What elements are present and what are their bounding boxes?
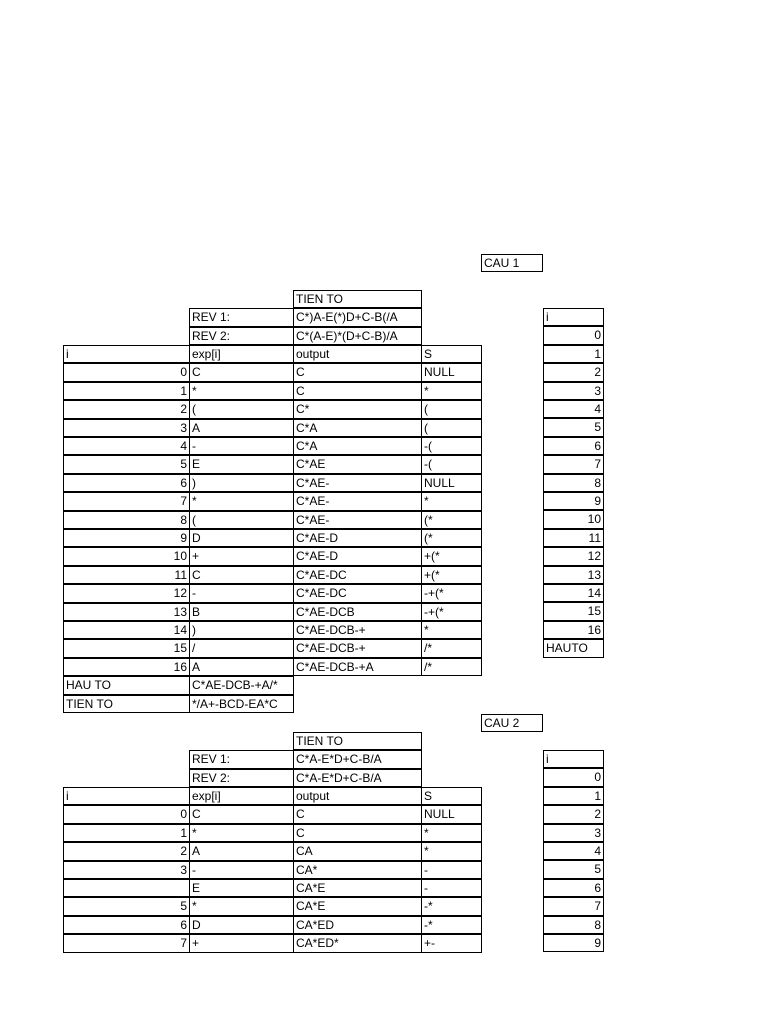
- cau1-row-i: 0: [63, 363, 190, 381]
- cau1-row-output: C*A: [293, 419, 422, 437]
- cau2-row-i: 6: [63, 916, 190, 934]
- cau2-row-output: C: [293, 805, 422, 823]
- cau2-row-exp: D: [189, 916, 294, 934]
- cau2-row-output: CA: [293, 842, 422, 860]
- cau1-row-i: 6: [63, 474, 190, 492]
- cau2-row-output: CA*ED*: [293, 934, 422, 952]
- cau1-rev1-value: C*)A-E(*)D+C-B(/A: [293, 308, 422, 326]
- cau1-row-s: /*: [421, 639, 482, 657]
- cau2-row-s: -: [421, 861, 482, 879]
- cau2-row-i: 1: [63, 824, 190, 842]
- cau1-row-i: 8: [63, 511, 190, 529]
- cau1-row-exp: ): [189, 621, 294, 639]
- cau2-side-value: 6: [543, 879, 604, 897]
- cau1-row-output: C*AE-: [293, 474, 422, 492]
- cau1-hau-to-value: C*AE-DCB-+A/*: [189, 676, 294, 694]
- cau2-row-i: 2: [63, 842, 190, 860]
- cau2-row-exp: -: [189, 861, 294, 879]
- cau1-row-exp: /: [189, 639, 294, 657]
- cau1-row-i: 2: [63, 400, 190, 418]
- cau2-rev1-label: REV 1:: [189, 750, 294, 768]
- cau1-header-exp: exp[i]: [189, 345, 294, 363]
- cau1-tien-to-value: */A+-BCD-EA*C: [189, 695, 294, 713]
- cau2-row-output: CA*ED: [293, 916, 422, 934]
- cau1-row-exp: (: [189, 511, 294, 529]
- cau2-tien-to-header: TIEN TO: [293, 732, 422, 750]
- cau1-row-exp: C: [189, 566, 294, 584]
- cau1-row-s: *: [421, 492, 482, 510]
- cau1-row-s: *: [421, 382, 482, 400]
- cau1-header-s: S: [421, 345, 482, 363]
- cau1-row-output: C*AE-D: [293, 547, 422, 565]
- cau2-side-value: 3: [543, 824, 604, 842]
- cau2-row-i: 7: [63, 934, 190, 952]
- cau1-rev2-value: C*(A-E)*(D+C-B)/A: [293, 327, 422, 345]
- cau1-row-output: C*AE: [293, 455, 422, 473]
- cau2-row-exp: C: [189, 805, 294, 823]
- cau1-rev1-label: REV 1:: [189, 308, 294, 326]
- cau1-side-value: 0: [543, 326, 604, 344]
- cau2-row-i: [63, 879, 190, 897]
- cau1-row-exp: -: [189, 584, 294, 602]
- cau1-row-output: C*AE-DCB: [293, 603, 422, 621]
- cau1-row-output: C*AE-DCB-+A: [293, 658, 422, 676]
- cau2-header-i: i: [63, 787, 190, 805]
- cau1-row-exp: E: [189, 455, 294, 473]
- cau1-row-i: 3: [63, 419, 190, 437]
- cau1-side-value: 15: [543, 602, 604, 620]
- cau2-rev2-value: C*A-E*D+C-B/A: [293, 769, 422, 787]
- cau1-row-output: C*AE-D: [293, 529, 422, 547]
- cau1-tien-to-label: TIEN TO: [63, 695, 190, 713]
- cau2-rev1-value: C*A-E*D+C-B/A: [293, 750, 422, 768]
- cau1-row-s: -+(*: [421, 584, 482, 602]
- cau2-row-output: CA*: [293, 861, 422, 879]
- cau2-row-i: 0: [63, 805, 190, 823]
- cau1-side-footer: HAUTO: [543, 639, 604, 657]
- cau1-row-i: 4: [63, 437, 190, 455]
- cau1-row-i: 1: [63, 382, 190, 400]
- cau2-side-value: 9: [543, 934, 604, 952]
- cau1-row-output: C*AE-: [293, 511, 422, 529]
- cau2-row-i: 5: [63, 897, 190, 915]
- cau1-row-i: 9: [63, 529, 190, 547]
- cau2-header-exp: exp[i]: [189, 787, 294, 805]
- cau1-side-value: 1: [543, 345, 604, 363]
- cau1-tien-to-header: TIEN TO: [293, 290, 422, 308]
- cau1-row-exp: -: [189, 437, 294, 455]
- cau2-row-output: CA*E: [293, 879, 422, 897]
- cau1-row-output: C*AE-DCB-+: [293, 639, 422, 657]
- cau1-row-output: C: [293, 363, 422, 381]
- cau1-row-s: (*: [421, 529, 482, 547]
- cau1-row-i: 7: [63, 492, 190, 510]
- cau2-header-s: S: [421, 787, 482, 805]
- cau1-side-value: 7: [543, 455, 604, 473]
- cau1-side-value: 9: [543, 492, 604, 510]
- cau1-row-exp: A: [189, 419, 294, 437]
- cau2-row-output: C: [293, 824, 422, 842]
- cau1-row-s: (*: [421, 511, 482, 529]
- cau1-row-s: NULL: [421, 474, 482, 492]
- cau1-row-s: -(: [421, 437, 482, 455]
- cau1-side-header: i: [543, 308, 604, 326]
- cau2-row-s: -: [421, 879, 482, 897]
- cau1-row-exp: C: [189, 363, 294, 381]
- cau1-row-i: 12: [63, 584, 190, 602]
- cau1-row-output: C*AE-: [293, 492, 422, 510]
- cau1-row-exp: *: [189, 492, 294, 510]
- cau2-row-exp: +: [189, 934, 294, 952]
- cau1-row-output: C*: [293, 400, 422, 418]
- cau2-title: CAU 2: [481, 714, 543, 732]
- cau1-side-value: 10: [543, 510, 604, 528]
- cau2-row-s: *: [421, 824, 482, 842]
- cau1-row-output: C*AE-DC: [293, 566, 422, 584]
- cau1-row-output: C*AE-DC: [293, 584, 422, 602]
- cau2-row-s: -*: [421, 916, 482, 934]
- cau1-side-value: 12: [543, 547, 604, 565]
- cau1-side-value: 16: [543, 621, 604, 639]
- cau2-side-header: i: [543, 750, 604, 768]
- cau1-hau-to-label: HAU TO: [63, 676, 190, 694]
- cau2-side-value: 2: [543, 805, 604, 823]
- cau2-rev2-label: REV 2:: [189, 769, 294, 787]
- cau1-side-value: 14: [543, 584, 604, 602]
- cau1-side-value: 5: [543, 418, 604, 436]
- cau1-row-s: -(: [421, 455, 482, 473]
- cau1-row-output: C*A: [293, 437, 422, 455]
- cau1-row-s: +(*: [421, 566, 482, 584]
- cau1-row-exp: ): [189, 474, 294, 492]
- cau1-row-exp: D: [189, 529, 294, 547]
- cau1-row-i: 16: [63, 658, 190, 676]
- cau1-side-value: 4: [543, 400, 604, 418]
- cau2-row-exp: E: [189, 879, 294, 897]
- cau1-row-exp: +: [189, 547, 294, 565]
- cau2-header-output: output: [293, 787, 422, 805]
- cau2-side-value: 8: [543, 916, 604, 934]
- cau2-row-output: CA*E: [293, 897, 422, 915]
- cau2-row-s: *: [421, 842, 482, 860]
- cau2-row-s: NULL: [421, 805, 482, 823]
- cau1-row-i: 15: [63, 639, 190, 657]
- cau1-side-value: 2: [543, 363, 604, 381]
- cau1-row-s: /*: [421, 658, 482, 676]
- cau2-row-exp: *: [189, 897, 294, 915]
- cau2-row-i: 3: [63, 861, 190, 879]
- cau1-header-output: output: [293, 345, 422, 363]
- cau1-row-i: 11: [63, 566, 190, 584]
- cau1-row-i: 13: [63, 603, 190, 621]
- cau1-row-s: +(*: [421, 547, 482, 565]
- cau2-side-value: 0: [543, 768, 604, 786]
- cau1-row-exp: B: [189, 603, 294, 621]
- cau2-side-value: 7: [543, 897, 604, 915]
- cau2-side-value: 1: [543, 787, 604, 805]
- cau1-row-i: 10: [63, 547, 190, 565]
- cau2-row-s: +-: [421, 934, 482, 952]
- cau2-side-value: 5: [543, 860, 604, 878]
- cau1-row-exp: *: [189, 382, 294, 400]
- cau1-side-value: 6: [543, 437, 604, 455]
- cau1-rev2-label: REV 2:: [189, 327, 294, 345]
- cau1-row-i: 14: [63, 621, 190, 639]
- cau1-row-s: (: [421, 419, 482, 437]
- cau1-title: CAU 1: [481, 254, 543, 272]
- cau1-row-i: 5: [63, 455, 190, 473]
- cau1-row-exp: A: [189, 658, 294, 676]
- cau1-row-exp: (: [189, 400, 294, 418]
- cau1-row-output: C*AE-DCB-+: [293, 621, 422, 639]
- cau1-side-value: 13: [543, 566, 604, 584]
- cau2-side-value: 4: [543, 842, 604, 860]
- cau1-side-value: 11: [543, 529, 604, 547]
- cau1-row-s: (: [421, 400, 482, 418]
- cau1-row-s: *: [421, 621, 482, 639]
- cau1-side-value: 8: [543, 474, 604, 492]
- cau1-row-s: -+(*: [421, 603, 482, 621]
- cau2-row-exp: *: [189, 824, 294, 842]
- cau2-row-exp: A: [189, 842, 294, 860]
- cau2-row-s: -*: [421, 897, 482, 915]
- cau1-side-value: 3: [543, 382, 604, 400]
- cau1-header-i: i: [63, 345, 190, 363]
- cau1-row-output: C: [293, 382, 422, 400]
- cau1-row-s: NULL: [421, 363, 482, 381]
